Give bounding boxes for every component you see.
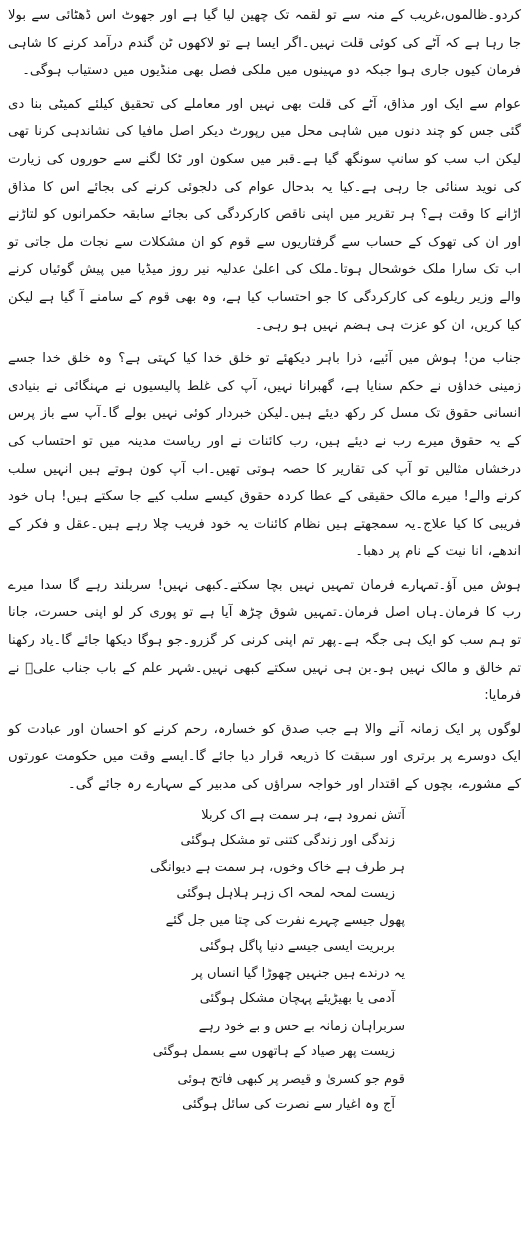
poem-couplet [8,855,405,906]
poem-couplet [8,908,405,959]
poem-line: سربراہان زمانہ بے حس و بے خود رہے [198,1018,405,1034]
poem-line: آدمی یا بھیڑیئے پہچان مشکل ہوگئی [199,991,395,1007]
poem-line: یہ درندے ہیں جنہیں چھوڑا گیا انساں پر [192,966,405,982]
quote-paragraph: لوگوں پر ایک زمانہ آنے والا ہے جب صدق کو خسارہ، رحم کرنے کو احسان اور عبادت کو ایک دوسرے پر برتری اور سبقت کا ذریعہ قرار دیا جائے گا۔ایسے وقت میں حکومت عورتوں کے مشورے، بچوں کے اقتدار اور خواجہ سراؤں کی مدبیر کے سہارے رہ جائے گی۔ [8,721,521,793]
poem-couplet [8,803,405,854]
paragraph: عوام سے ایک اور مذاق، آٹے کی قلت بھی نہیں اور معاملے کی تحقیق کیلئے کمیٹی بنا دی گئی جس کو چند دنوں میں شاہی محل میں رپورٹ دیکر اصل مافیا کی نشاندہی کرنا تھی لیکن اب سب کو سانپ سونگھ گیا ہے۔قبر میں سکون اور ٹکا لگنے سے حوروں کی زیارت کی نوید سنائی جا رہی ہے۔کیا یہ بدحال عوام کی دلجوئی کرنے کی بجائے اس کا مذاق اڑانے کا وقت ہے؟ ہر تقریر میں اپنی ناقص کارکردگی کی بجائے سابقہ حکمرانوں کو لتاڑنے اور ان کی تھوک کے حساب سے گرفتاریوں سے قوم کو ان مشکلات سے نجات مل جاتی تو اب تک سارا ملک خوشحال ہوتا۔ملک کی اعلیٰ عدلیہ نیر روز میڈیا میں پیش گوئیاں کرنے والے وزیر ریلوے کی کارکردگی کا جو احتساب کیا ہے، وہ بھی قوم کے سامنے آ گیا ہے لیکن کیا کریں، ان کو عزت ہی ہضم نہیں ہو رہی۔ [8,96,521,333]
paragraph: جناب من! ہوش میں آئیے، ذرا باہر دیکھئے تو خلق خدا کیا کہتی ہے؟ وہ خلق خدا جسے زمینی خداؤں نے حکم سنایا ہے، گھبرانا نہیں، آپ کی غلط پالیسیوں نے مہنگائی نے بنیادی انسانی حقوق تک مسل کر رکھ دیئے ہیں۔لیکن خبردار کوئی نہیں بولے گا۔آپ سے باز پرس کے یہ حقوق میرے رب نے دیئے ہیں، رب کائنات نے اور ریاست مدینہ میں تو احتساب کی درخشاں مثالیں تو آپ کی تقاریر کا حصہ ہوتی تھیں۔اب آپ کون ہوتے ہیں انہیں سلب کرنے والے! میرے مالک حقیقی کے عطا کردہ حقوق کیسے سلب کیے جا سکتے ہیں! ہاں خود فریبی کا کیا علاج۔یہ سمجھتے ہیں نظام کائنات یہ خود فریب چلا رہے ہیں۔عقل و فکر کے اندھے، انا نیت کے نام پر دھبا۔ [8,351,521,560]
poem-couplet [8,1014,405,1065]
poem-couplet [8,961,405,1012]
poem-line: آج وہ اغیار سے نصرت کی سائل ہوگئی [182,1097,395,1113]
poem-line: زیست پھر صیاد کے ہاتھوں سے بسمل ہوگئی [152,1044,395,1060]
poem-line: ہر طرف ہے خاک وخوں، ہر سمت ہے دیوانگی [149,860,405,876]
poem-line: بربریت ایسی جیسے دنیا پاگل ہوگئی [199,938,395,954]
poem-line: آتش نمرود ہے، ہر سمت ہے اک کربلا [201,807,405,823]
poem-couplet [8,1067,405,1118]
poem-line: زیست لمحہ لمحہ اک زہر ہلاہل ہوگئی [176,885,395,901]
poem-line: پھول جیسے چہرے نفرت کی چتا میں جل گئے [165,913,405,929]
paragraph: کردو۔ظالموں،غریب کے منہ سے تو لقمہ تک چھین لیا گیا ہے اور جھوٹ اس ڈھٹائی سے بولا جا رہا ہے کہ آٹے کی کوئی قلت نہیں۔اگر ایسا ہے تو لاکھوں ٹن گندم درآمد کرنے کا شاہی فرمان کیوں جاری ہوا جبکہ دو مہینوں میں ملکی فصل بھی منڈیوں میں دستیاب ہوگی۔ [8,8,521,79]
paragraph: ہوش میں آؤ۔تمہارے فرمان تمہیں نہیں بچا سکتے۔کبھی نہیں! سربلند رہے گا سدا میرے رب کا فرمان۔ہاں اصل فرمان۔تمہیں شوق چڑھ آیا ہے تو پوری کر لو اپنی حسرت، جانا تو ہم سب کو ایک ہی جگہ ہے۔پھر تم اپنی کرنی کر گزرو۔جو ہوگا دیکھا جائے گا۔یاد رکھنا تم خالق و مالک نہیں ہو۔بن ہی نہیں سکتے کبھی نہیں۔شہر علم کے باب جناب علیؓ نے فرمایا: [8,577,521,704]
poem [8,803,521,1118]
poem-line: قوم جو کسریٰ و قیصر پر کبھی فاتح ہوئی [177,1071,405,1087]
poem-line: زندگی اور زندگی کتنی تو مشکل ہوگئی [180,833,395,849]
